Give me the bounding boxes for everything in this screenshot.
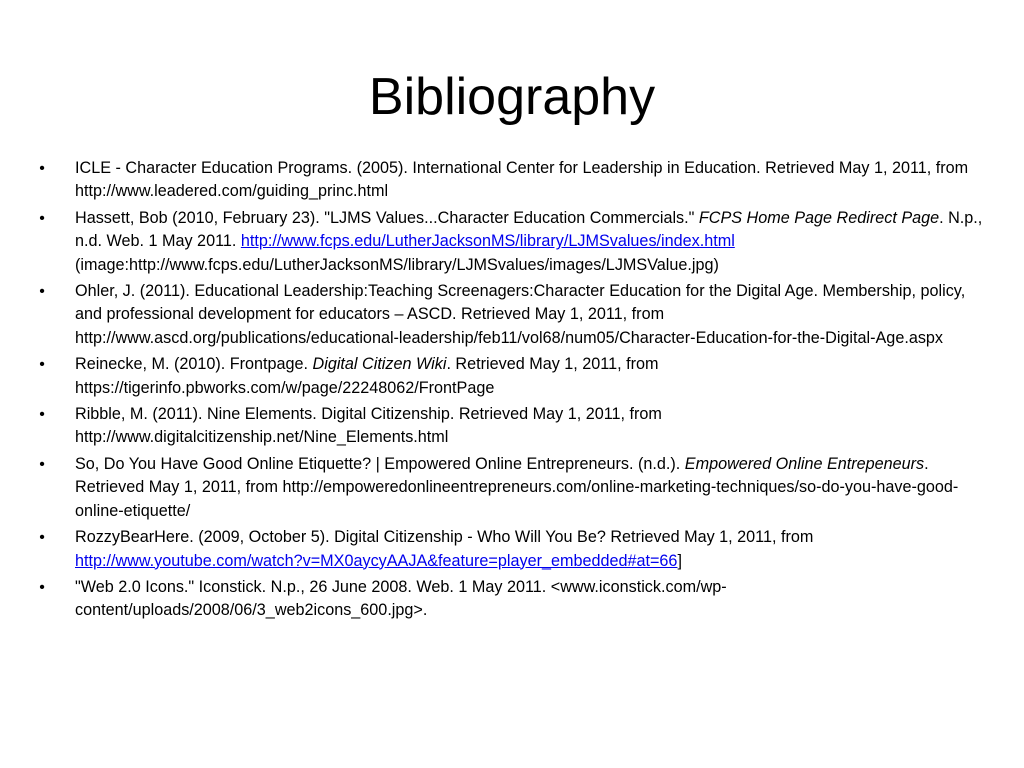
list-item [39,403,984,450]
list-item [39,453,984,523]
bullet-icon: • [39,529,45,547]
list-item [39,207,984,277]
reference-text: Hassett, Bob (2010, February 23). "LJMS Values...Character Education Commercials." [75,208,699,227]
reference-text: RozzyBearHere. (2009, October 5). Digital Citizenship - Who Will You Be? Retrieved May 1, 2011, from [75,528,814,547]
list-item [39,576,984,623]
reference-text: Reinecke, M. (2010). Frontpage. [75,355,313,374]
list-item [39,280,984,350]
bullet-icon: • [39,578,45,596]
reference-link[interactable]: http://www.fcps.edu/LutherJacksonMS/library/LJMSvalues/index.html [240,232,735,251]
reference-text: . Retrieved May 1, 2011, from https://tigerinfo.pbworks.com/w/page/22248062/FrontPage [75,355,659,397]
reference-title: Empowered Online Entrepeneurs [684,454,925,473]
bullet-icon: • [39,356,45,374]
reference-text: "Web 2.0 Icons." Iconstick. N.p., 26 June 2008. Web. 1 May 2011. <www.iconstick.com/wp-content/uploads/2008/06/3_web2icons_600.jpg>. [75,577,727,620]
reference-text: . Retrieved May 1, 2011, from http://empoweredonlineentrepreneurs.com/online-marketing-techniques/so-do-you-have-good-online-etiquette/ [75,454,959,520]
bullet-icon: • [39,283,45,301]
bullet-icon: • [39,209,45,227]
reference-text: So, Do You Have Good Online Etiquette? | Empowered Online Entrepreneurs. (n.d.). [75,454,685,473]
bullet-icon: • [39,455,45,473]
page-title: Bibliography [368,68,656,126]
reference-title: Digital Citizen Wiki [312,355,447,374]
reference-text: . N.p., n.d. Web. 1 May 2011. [75,208,983,251]
reference-text: Ohler, J. (2011). Educational Leadership:Teaching Screenagers:Character Education for the Digital Age. Membership, policy, and professional development for educators – ASCD. Retrieved May 1, 2011, from http://www.ascd.org/publications/educational-leadership/feb11/vol68/num05/Character-Education-for-the-Digital-Age.aspx [75,282,966,347]
list-item [39,157,984,204]
list-item [39,353,984,400]
reference-text: Ribble, M. (2011). Nine Elements. Digital Citizenship. Retrieved May 1, 2011, from http://www.digitalcitizenship.net/Nine_Elements.html [75,405,662,447]
bullet-icon: • [39,160,45,177]
reference-text: ICLE - Character Education Programs. (2005). International Center for Leadership in Education. Retrieved May 1, 2011, from http://www.leadered.com/guiding_princ.html [75,159,969,201]
bibliography-list [39,157,984,626]
list-item [39,526,984,573]
bullet-icon: • [39,406,45,424]
reference-link[interactable]: http://www.youtube.com/watch?v=MX0aycyAAJA&feature=player_embedded#at=66 [75,551,678,570]
reference-text: (image:http://www.fcps.edu/LutherJacksonMS/library/LJMSvalues/images/LJMSValue.jpg) [75,255,719,274]
reference-title: FCPS Home Page Redirect Page [698,208,940,227]
reference-text: ] [677,551,682,570]
